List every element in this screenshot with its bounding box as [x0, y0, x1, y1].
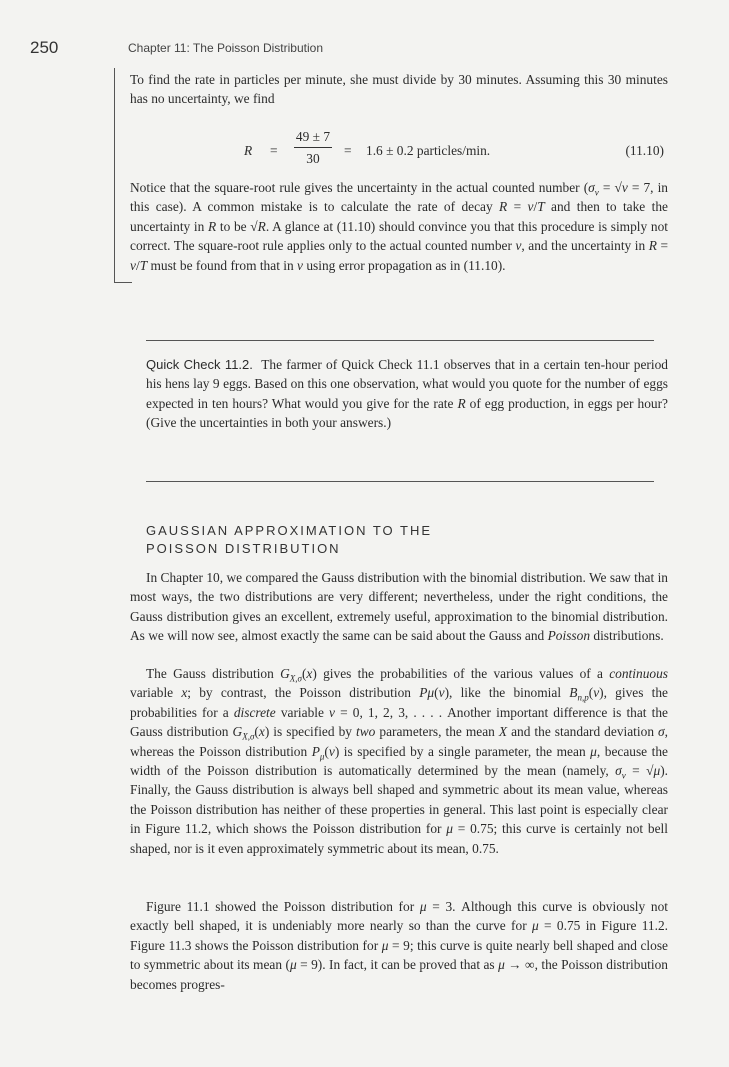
- quick-check-text: The farmer of Quick Check 11.1 observes that in a certain ten-hour period his hens lay 9 eggs. Based on this one observation, what would you quote for the number of eggs expected in ten hours? What would you give for the rate R of egg production, in eggs per hour? (Give the uncertainties in both your answers.): [146, 357, 668, 431]
- equation-lhs: R: [244, 143, 253, 158]
- section-heading-line-2: POISSON DISTRIBUTION: [146, 541, 341, 556]
- page-number: 250: [30, 38, 59, 57]
- section-paragraph-1: In Chapter 10, we compared the Gauss distribution with the binomial distribution. We saw that in most ways, the two distributions are very different; nevertheless, under the right conditions, the Gauss distribution gives an excellent, extremely useful, approximation to the binomial distribution. As we will now see, almost exactly the same can be said about the Gauss and Poisson distributions.: [130, 570, 668, 644]
- aside-bottom-rule: [114, 282, 132, 283]
- fraction-bar: [294, 147, 332, 148]
- equation-number: (11.10): [625, 143, 664, 158]
- section-heading-line-1: GAUSSIAN APPROXIMATION TO THE: [146, 523, 433, 538]
- equals-sign: =: [270, 143, 278, 158]
- running-head: Chapter 11: The Poisson Distribution: [128, 41, 323, 55]
- section-paragraph-3: Figure 11.1 showed the Poisson distribution for μ = 3. Although this curve is obviously not exactly bell shaped, it is undeniably more nearly so than the curve for μ = 0.75 in Figure 11.2. Figure 11.3 shows the Poisson distribution for μ = 9; this curve is quite nearly bell shaped and close to symmetric about its mean (μ = 9). In fact, it can be proved that as μ → ∞, the Poisson distribution becomes progres-: [130, 899, 668, 992]
- page-header: [30, 38, 689, 58]
- aside-paragraph-2: Notice that the square-root rule gives the uncertainty in the actual counted number ($\sigma_\nu = √\nu = 7$, in this case). A common mistake is to calculate the rate of decay R = ν/T and then to take the uncertainty in R to be √R. A glance at (11.10) should convince you that this procedure is simply not correct. The square-root rule applies only to the actual counted number ν, and the uncertainty in R = ν/T must be found from that in ν using error propagation as in (11.10).: [130, 180, 668, 273]
- quick-check-top-rule: [146, 340, 654, 341]
- quick-check-11-2: [146, 355, 668, 433]
- fraction-denominator: 30: [306, 151, 320, 166]
- fraction-numerator: 49 ± 7: [295, 129, 331, 144]
- section-paragraph-2: The Gauss distribution $G_{X,\sigma}(x)$ gives the probabilities of the various values of a continuous variable x; by contrast, the Poisson distribution Pμ(ν), like the binomial $B_{n,p}(\nu)$, gives the probabilities for a discrete variable ν = 0, 1, 2, 3, . . . . Another important difference is that the Gauss distribution $G_{X,\sigma}(x)$ is specified by two parameters, the mean X and the standard deviation σ, whereas the Poisson distribution $P_\mu(\nu)$ is specified by a single parameter, the mean μ, because the width of the Poisson distribution is automatically determined by the mean (namely, $\sigma_\nu = √\mu$). Finally, the Gauss distribution is always bell shaped and symmetric about its mean value, whereas the Poisson distribution has neither of these properties in general. This last point is especially clear in Figure 11.2, which shows the Poisson distribution for μ = 0.75; this curve is certainly not bell shaped, nor is it even approximately symmetric about its mean, 0.75.: [130, 666, 669, 856]
- quick-check-label: Quick Check 11.2.: [146, 357, 253, 372]
- section-heading: [146, 522, 666, 558]
- aside-vertical-rule: [114, 68, 115, 282]
- aside-paragraph-1: To find the rate in particles per minute, she must divide by 30 minutes. Assuming this 30 minutes has no uncertainty, we find: [130, 72, 668, 107]
- equation-result: 1.6 ± 0.2 particles/min.: [366, 143, 491, 158]
- equation-fraction: [294, 128, 332, 167]
- equals-sign: =: [344, 143, 352, 158]
- quick-check-bottom-rule: [146, 481, 654, 482]
- equation-11-10: [244, 128, 704, 172]
